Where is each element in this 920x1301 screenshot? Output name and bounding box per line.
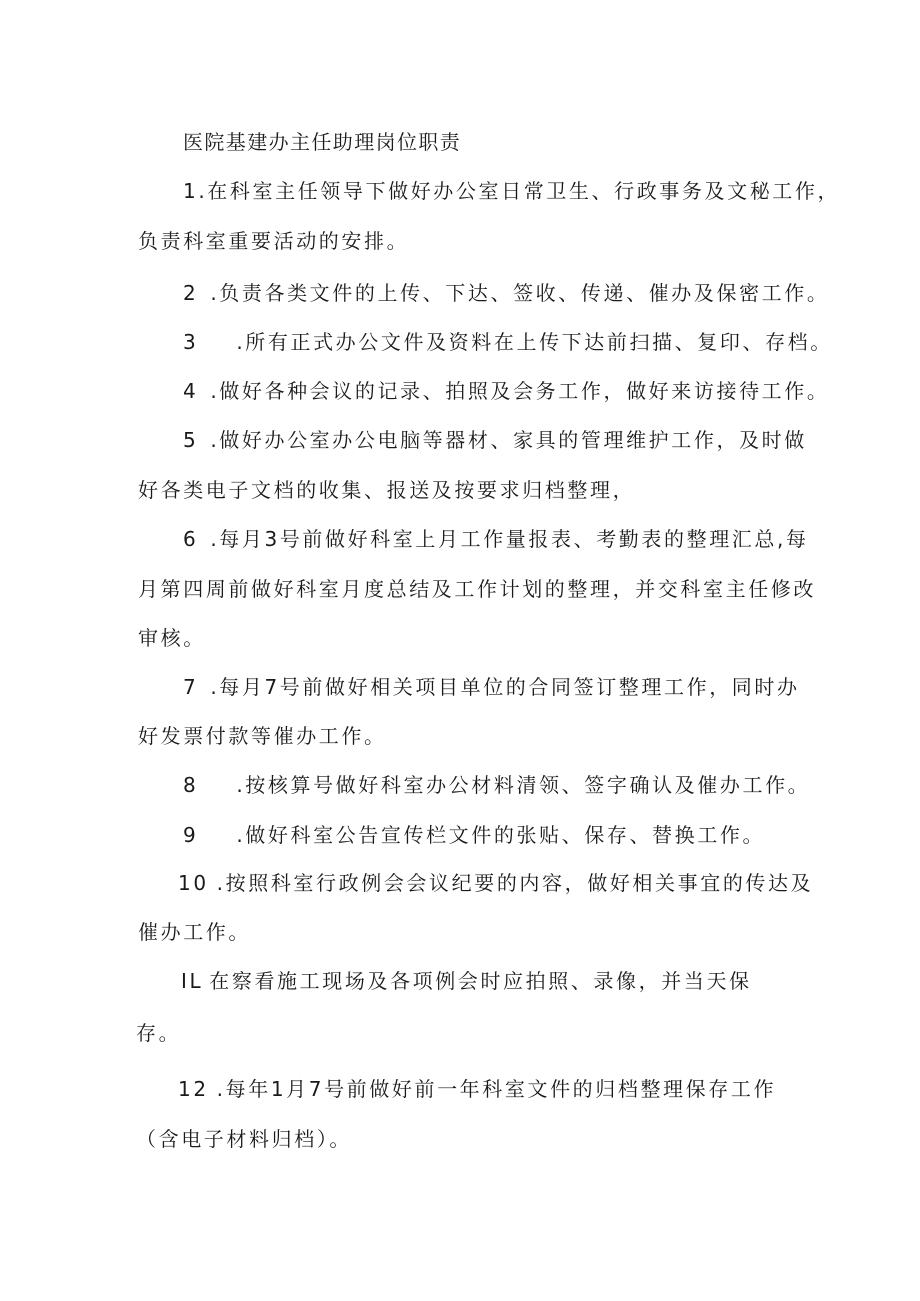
- list-item-11-line-2: 存。: [136, 1021, 182, 1045]
- item-text: 在察看施工现场及各项例会时应拍照、录像，并当天保: [209, 969, 752, 993]
- list-item-10-line-2: 催办工作。: [138, 920, 251, 944]
- list-item-5-line-1: [183, 426, 807, 454]
- item-text: .按核算号做好科室办公材料清领、签字确认及催办工作。: [236, 773, 811, 797]
- list-item-9: [183, 821, 765, 849]
- item-text: .每月3号前做好科室上月工作量报表、考勤表的整理汇总,每: [210, 527, 809, 551]
- list-item-6-line-1: [183, 525, 809, 553]
- item-number: 12: [178, 1077, 209, 1101]
- item-text: .做好办公室办公电脑等器材、家具的管理维护工作，及时做: [210, 428, 807, 452]
- page-title: 医院基建办主任助理岗位职责: [183, 130, 462, 154]
- list-item-4: [183, 377, 830, 405]
- list-item-8: [183, 771, 810, 799]
- list-item-6-line-2: 月第四周前做好科室月度总结及工作计划的整理，并交科室主任修改: [138, 577, 816, 601]
- item-number: 8: [183, 773, 199, 797]
- list-item-5-line-2: 好各类电子文档的收集、报送及按要求归档整理，: [138, 478, 636, 502]
- item-number: 7: [183, 675, 199, 699]
- item-text: .做好各种会议的记录、拍照及会务工作，做好来访接待工作。: [210, 379, 830, 403]
- item-number: 4: [183, 379, 199, 403]
- item-text: .负责各类文件的上传、下达、签收、传递、催办及保密工作。: [210, 281, 830, 305]
- item-number: 10: [178, 871, 209, 895]
- list-item-11-line-1: [181, 967, 752, 995]
- item-number: 2: [183, 281, 199, 305]
- item-text: .每年1月7号前做好前一年科室文件的归档整理保存工作: [216, 1077, 777, 1101]
- list-item-1-line-1: [183, 177, 840, 205]
- item-number: 9: [183, 823, 199, 847]
- list-item-3: [183, 328, 833, 356]
- list-item-12-line-2: （含电子材料归档）。: [136, 1127, 352, 1151]
- item-text: .按照科室行政例会会议纪要的内容，做好相关事宜的传达及: [216, 871, 814, 895]
- list-item-6-line-3: 审核。: [138, 626, 206, 650]
- list-item-12-line-1: [178, 1075, 776, 1103]
- list-item-2: [183, 279, 830, 307]
- list-item-1-line-2: 负责科室重要活动的安排。: [138, 229, 410, 253]
- item-number: 6: [183, 527, 199, 551]
- item-number: 5: [183, 428, 199, 452]
- list-item-7-line-2: 好发票付款等催办工作。: [138, 724, 387, 748]
- list-item-10-line-1: [178, 869, 813, 897]
- item-text: .做好科室公告宣传栏文件的张贴、保存、替换工作。: [236, 823, 766, 847]
- item-text: .所有正式办公文件及资料在上传下达前扫描、复印、存档。: [236, 330, 833, 354]
- item-number: 1.: [183, 179, 208, 203]
- item-number: 3: [183, 330, 199, 354]
- item-number: IL: [181, 969, 204, 993]
- item-text: 在科室主任领导下做好办公室日常卫生、行政事务及文秘工作，: [207, 179, 841, 203]
- list-item-7-line-1: [183, 673, 800, 701]
- item-text: .每月7号前做好相关项目单位的合同签订整理工作，同时办: [210, 675, 800, 699]
